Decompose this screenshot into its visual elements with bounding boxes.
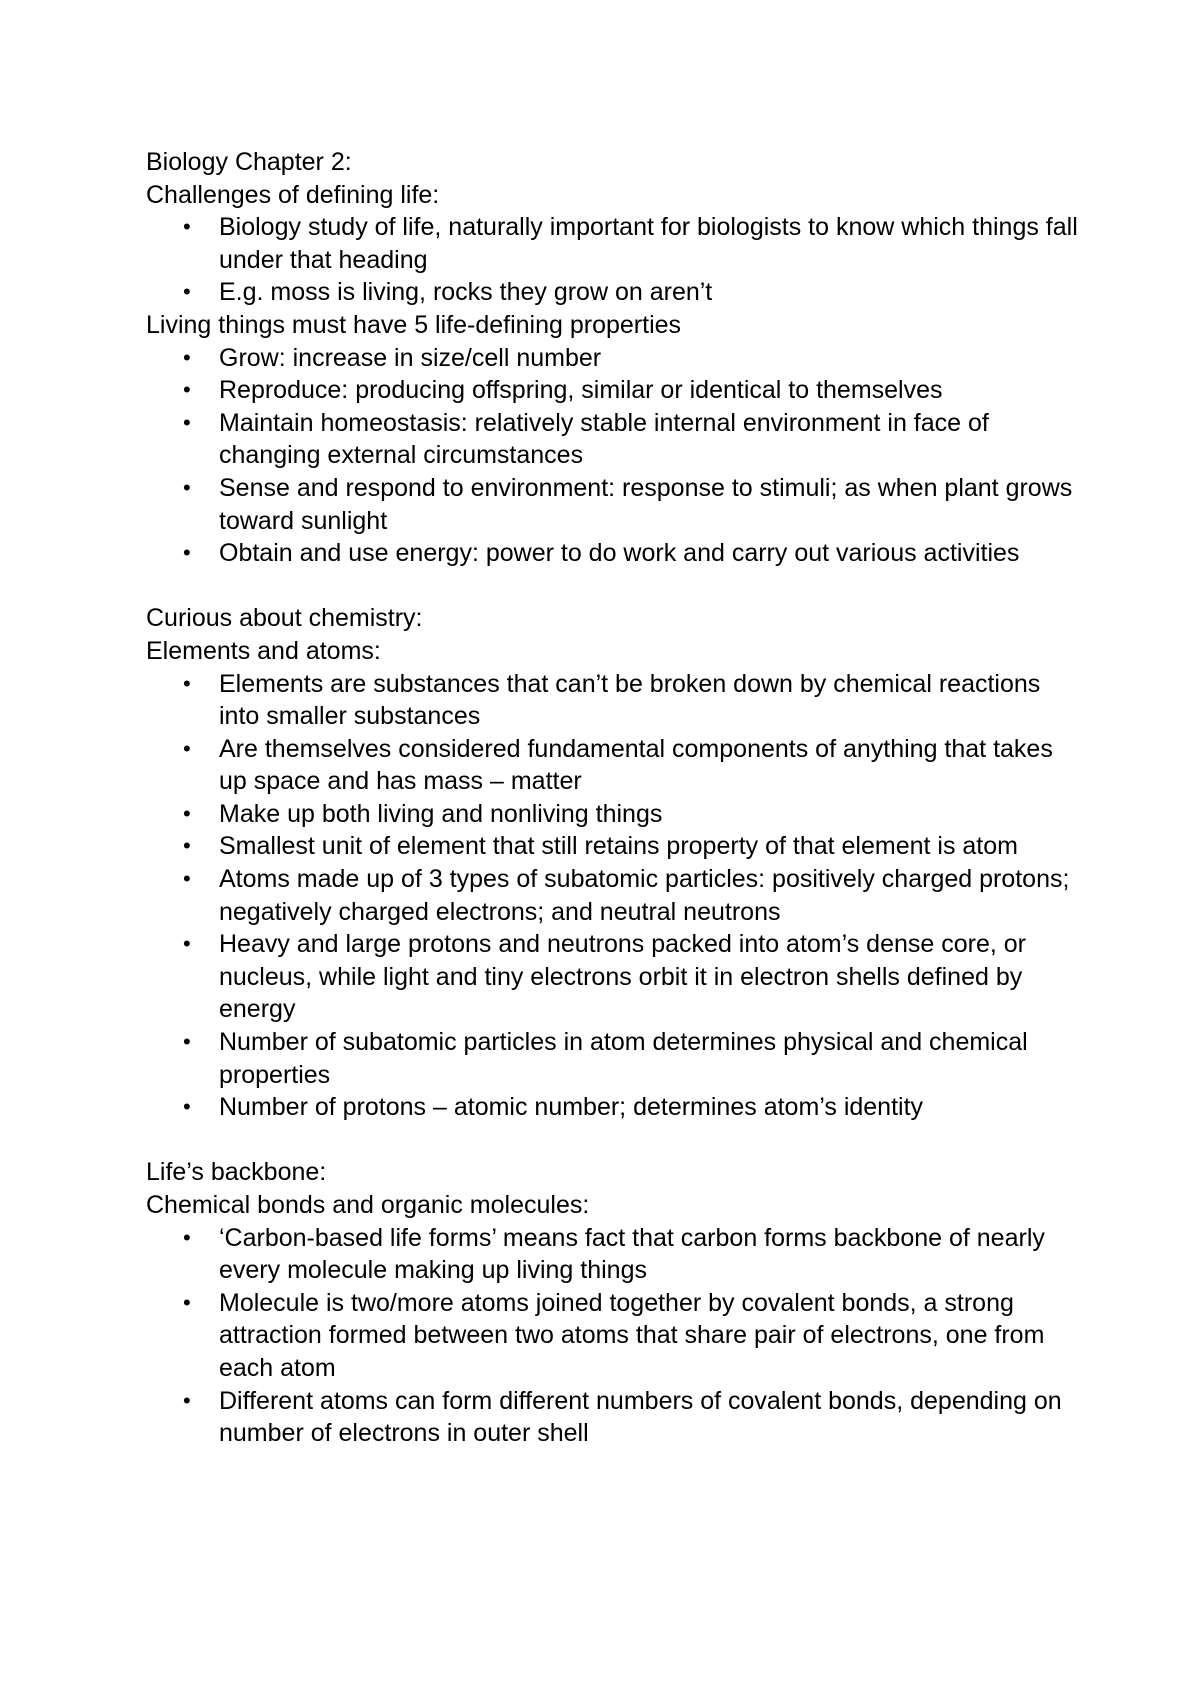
document-page <box>146 146 1086 1450</box>
list-item-text: Are themselves considered fundamental components of anything that takes up space and has mass – matter <box>219 734 1053 796</box>
list-item <box>146 830 1086 863</box>
bullet-icon: • <box>183 1029 191 1055</box>
section-subheading: Chemical bonds and organic molecules: <box>146 1191 590 1219</box>
bullet-icon: • <box>183 474 191 500</box>
bullet-icon: • <box>183 1387 191 1413</box>
list-item-text: Biology study of life, naturally important for biologists to know which things fall under that heading <box>219 213 1078 274</box>
list-item-text: Smallest unit of element that still retains property of that element is atom <box>219 832 1018 861</box>
list-item <box>146 928 1086 1026</box>
section-heading: Living things must have 5 life-defining properties <box>146 310 682 339</box>
list-item <box>146 1222 1086 1287</box>
bullet-icon: • <box>183 1289 191 1315</box>
list-item <box>146 472 1086 537</box>
list-item-text: Elements are substances that can’t be broken down by chemical reactions into smaller substances <box>219 669 1041 731</box>
bullet-icon: • <box>183 1094 191 1120</box>
bullet-icon: • <box>183 1224 191 1250</box>
bullet-icon: • <box>183 800 191 826</box>
list-item-text: Number of subatomic particles in atom determines physical and chemical properties <box>219 1028 1028 1089</box>
bullet-icon: • <box>183 214 191 240</box>
list-item-text: Different atoms can form different numbers of covalent bonds, depending on number of electrons in outer shell <box>219 1386 1062 1448</box>
list-item <box>146 374 1086 407</box>
bullet-icon: • <box>183 866 191 892</box>
list-item-text: Sense and respond to environment: response to stimuli; as when plant grows toward sunlight <box>219 473 1073 535</box>
list-item-text: Heavy and large protons and neutrons packed into atom’s dense core, or nucleus, while light and tiny electrons orbit it in electron shells defined by energy <box>219 930 1026 1024</box>
list-item <box>146 668 1086 733</box>
section-heading: Life’s backbone: <box>146 1158 327 1187</box>
list-item-text: Reproduce: producing offspring, similar or identical to themselves <box>219 376 943 405</box>
list-item <box>146 276 1086 309</box>
list-item <box>146 1287 1086 1385</box>
list-item-text: Molecule is two/more atoms joined together by covalent bonds, a strong attraction formed between two atoms that share pair of electrons, one from each atom <box>219 1288 1045 1382</box>
list-item-text: E.g. moss is living, rocks they grow on aren’t <box>219 278 713 307</box>
list-item <box>146 211 1086 276</box>
paragraph-spacer <box>146 570 1086 603</box>
list-item-text: Maintain homeostasis: relatively stable internal environment in face of changing external circumstances <box>219 408 989 470</box>
list-item-text: ‘Carbon-based life forms’ means fact that carbon forms backbone of nearly every molecule making up living things <box>219 1223 1045 1285</box>
document-title: Biology Chapter 2: <box>146 148 352 176</box>
list-item-text: Grow: increase in size/cell number <box>219 343 602 372</box>
bullet-list <box>146 1222 1086 1450</box>
paragraph-spacer <box>146 1124 1086 1157</box>
section-heading: Curious about chemistry: <box>146 604 423 633</box>
bullet-list <box>146 211 1086 309</box>
bullet-icon: • <box>183 540 191 566</box>
list-item <box>146 342 1086 375</box>
list-item-text: Atoms made up of 3 types of subatomic particles: positively charged protons; negatively charged electrons; and neutral neutrons <box>219 865 1070 926</box>
section-subheading: Elements and atoms: <box>146 636 381 665</box>
bullet-icon: • <box>183 344 191 370</box>
bullet-icon: • <box>183 735 191 761</box>
list-item <box>146 1091 1086 1124</box>
bullet-icon: • <box>183 833 191 859</box>
list-item <box>146 537 1086 570</box>
bullet-icon: • <box>183 279 191 305</box>
bullet-icon: • <box>183 670 191 696</box>
list-item-text: Make up both living and nonliving things <box>219 799 663 828</box>
bullet-icon: • <box>183 931 191 957</box>
list-item <box>146 863 1086 928</box>
bullet-icon: • <box>183 409 191 435</box>
list-item <box>146 798 1086 831</box>
bullet-list <box>146 668 1086 1124</box>
list-item-text: Number of protons – atomic number; determines atom’s identity <box>219 1093 924 1122</box>
section-heading: Challenges of defining life: <box>146 180 440 209</box>
list-item-text: Obtain and use energy: power to do work and carry out various activities <box>219 539 1020 568</box>
bullet-icon: • <box>183 377 191 403</box>
bullet-list <box>146 342 1086 570</box>
list-item <box>146 733 1086 798</box>
list-item <box>146 1026 1086 1091</box>
list-item <box>146 1385 1086 1450</box>
list-item <box>146 407 1086 472</box>
